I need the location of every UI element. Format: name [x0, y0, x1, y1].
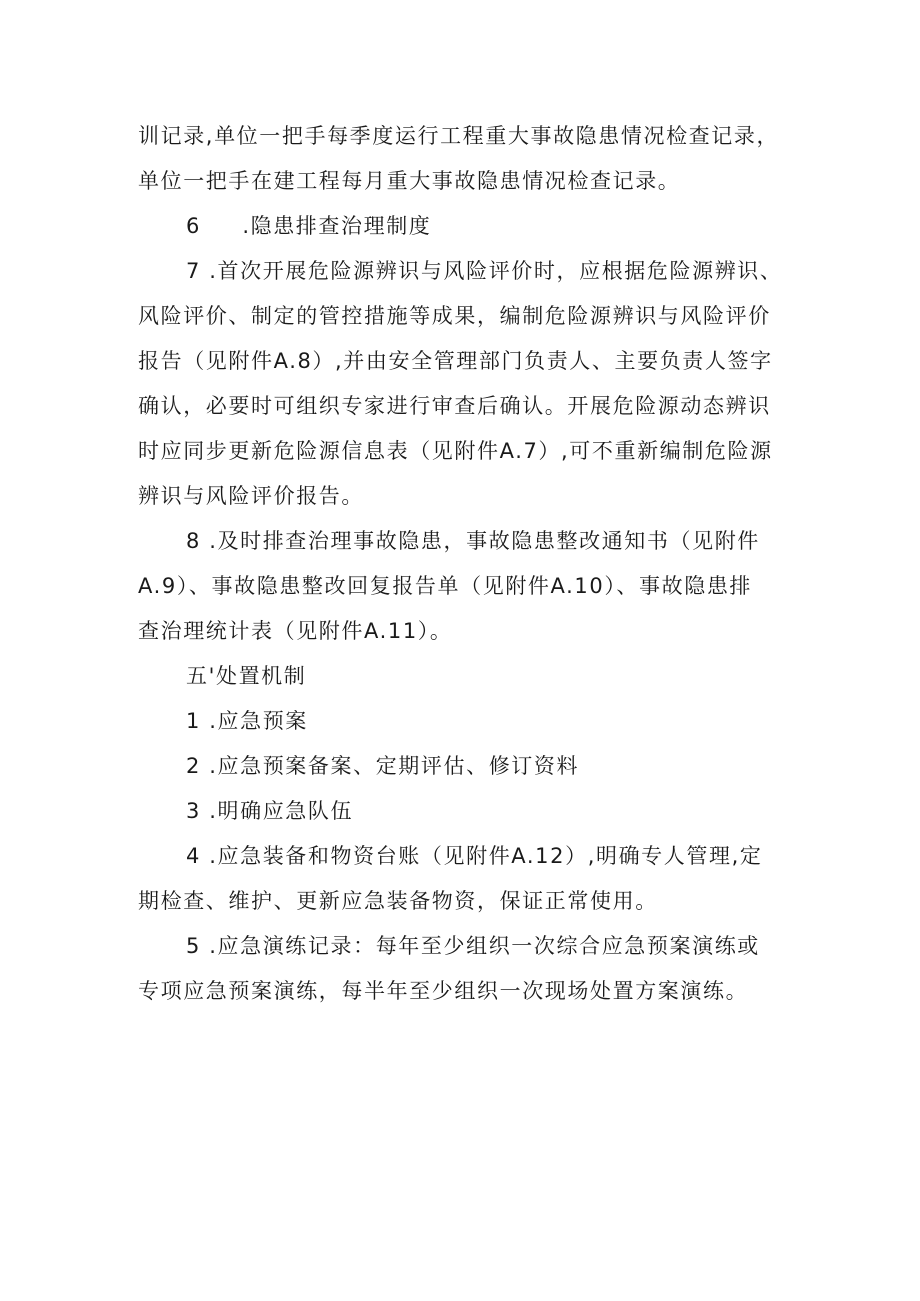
list-item: 2 .应急预案备案、定期评估、修订资料 [186, 754, 580, 778]
text-line: 报告（见附件A.8）,并由安全管理部门负责人、主要负责人签字 [138, 349, 773, 373]
text-line: 辨识与风险评价报告。 [138, 484, 364, 508]
text-line: 确认，必要时可组织专家进行审查后确认。开展危险源动态辨识 [138, 394, 771, 418]
text-line: 训记录,单位一把手每季度运行工程重大事故隐患情况检查记录， [138, 124, 780, 148]
text-line: 单位一把手在建工程每月重大事故隐患情况检查记录。 [138, 169, 681, 193]
text-line: 专项应急预案演练，每半年至少组织一次现场处置方案演练。 [138, 979, 749, 1003]
text-line: 查治理统计表（见附件A.11）。 [138, 619, 453, 643]
section-heading: 五'处置机制 [186, 664, 307, 688]
list-item-heading: 6 .隐患排查治理制度 [186, 214, 432, 238]
list-item: 5 .应急演练记录：每年至少组织一次综合应急预案演练或 [186, 934, 760, 958]
list-item: 8 .及时排查治理事故隐患，事故隐患整改通知书（见附件 [186, 529, 760, 553]
text-line: 风险评价、制定的管控措施等成果，编制危险源辨识与风险评价 [138, 304, 771, 328]
list-item: 7 .首次开展危险源辨识与风险评价时，应根据危险源辨识、 [186, 259, 783, 283]
text-line: 期检查、维护、更新应急装备物资，保证正常使用。 [138, 889, 658, 913]
list-item: 4 .应急装备和物资台账（见附件A.12）,明确专人管理,定 [186, 844, 763, 868]
text-line: 时应同步更新危险源信息表（见附件A.7）,可不重新编制危险源 [138, 439, 773, 463]
text-line: A.9）、事故隐患整改回复报告单（见附件A.10）、事故隐患排 [138, 574, 753, 598]
list-item: 1 .应急预案 [186, 709, 308, 733]
list-item: 3 .明确应急队伍 [186, 799, 354, 823]
